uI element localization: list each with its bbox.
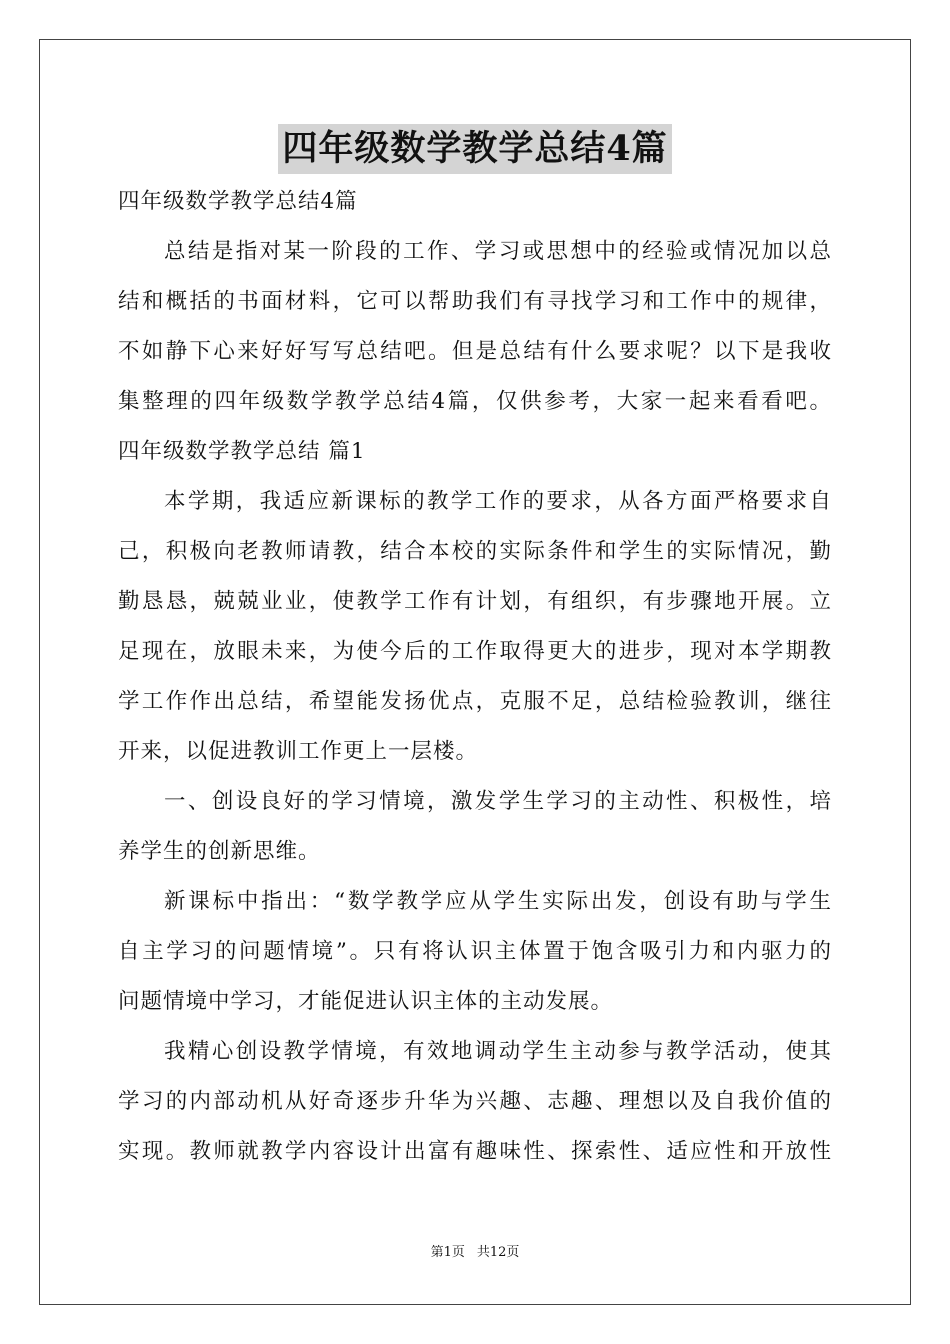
paragraph-3 [118, 877, 832, 1027]
paragraph-line: 自主学习的问题情境”。只有将认识主体置于饱含吸引力和内驱力的 [118, 939, 832, 964]
document-title [0, 124, 950, 174]
paragraph-line: 问题情境中学习，才能促进认识主体的主动发展。 [118, 989, 614, 1014]
intro-paragraph [118, 227, 832, 427]
paragraph-line: 养学生的创新思维。 [118, 839, 321, 864]
paragraph-line: 新课标中指出：“数学教学应从学生实际出发，创设有助与学生 [164, 889, 832, 914]
section-heading: 四年级数学教学总结 篇1 [118, 439, 366, 464]
paragraph-line: 不如静下心来好好写写总结吧。但是总结有什么要求呢？以下是我收 [118, 339, 832, 364]
paragraph-line: 学工作作出总结，希望能发扬优点，克服不足，总结检验教训，继往 [118, 689, 832, 714]
paragraph-line: 本学期，我适应新课标的教学工作的要求，从各方面严格要求自 [164, 489, 832, 514]
page-total: 共12页 [476, 1245, 520, 1260]
paragraph-4 [118, 1027, 832, 1177]
paragraph-2 [118, 777, 832, 877]
paragraph-1 [118, 477, 832, 777]
paragraph-line: 一、创设良好的学习情境，激发学生学习的主动性、积极性，培 [164, 789, 832, 814]
paragraph-line: 开来，以促进教训工作更上一层楼。 [118, 739, 479, 764]
paragraph-line: 足现在，放眼未来，为使今后的工作取得更大的进步，现对本学期教 [118, 639, 832, 664]
paragraph-line: 学习的内部动机从好奇逐步升华为兴趣、志趣、理想以及自我价值的 [118, 1089, 832, 1114]
paragraph-line: 我精心创设教学情境，有效地调动学生主动参与教学活动，使其 [164, 1039, 832, 1064]
paragraph-line: 己，积极向老教师请教，结合本校的实际条件和学生的实际情况，勤 [118, 539, 832, 564]
paragraph-line: 集整理的四年级数学教学总结4篇，仅供参考，大家一起来看看吧。 [118, 389, 832, 414]
paragraph-line: 总结是指对某一阶段的工作、学习或思想中的经验或情况加以总 [164, 239, 832, 264]
paragraph-line: 实现。教师就教学内容设计出富有趣味性、探索性、适应性和开放性 [118, 1139, 832, 1164]
page-footer [0, 1244, 950, 1262]
document-body [118, 177, 832, 1177]
paragraph-line: 勤恳恳，兢兢业业，使教学工作有计划，有组织，有步骤地开展。立 [118, 589, 832, 614]
subtitle-line: 四年级数学教学总结4篇 [118, 189, 358, 214]
document-title-text: 四年级数学教学总结4篇 [278, 124, 671, 174]
paragraph-line: 结和概括的书面材料，它可以帮助我们有寻找学习和工作中的规律， [118, 289, 832, 314]
page-number: 第1页 [430, 1245, 465, 1260]
